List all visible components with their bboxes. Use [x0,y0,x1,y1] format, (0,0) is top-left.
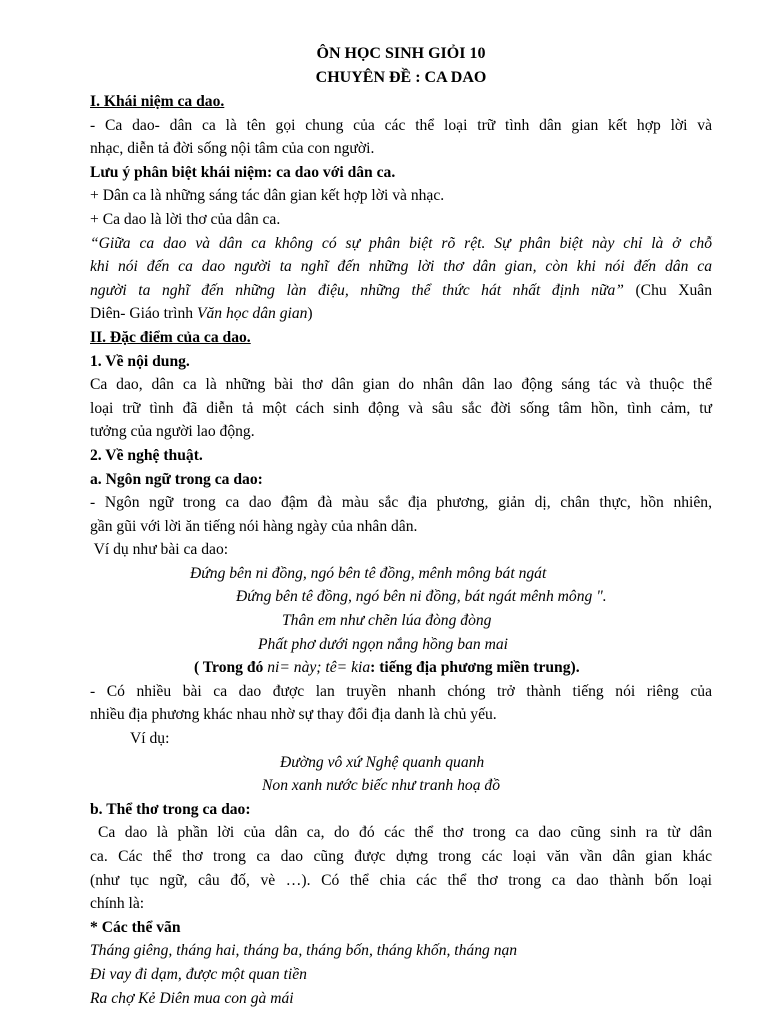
poem-note-words: ni= này; tê= kia [267,659,371,677]
quote-source [90,302,712,326]
poem-line: Phất phơ dưới ngọn nắng hồng ban mai [258,635,508,653]
van-heading: * Các thể vãn [90,918,181,936]
quote-source-text: Diên- Giáo trình [90,305,197,323]
poetry-form-line: chính là: [90,895,145,913]
poem-note [90,656,712,680]
quote-line: “Giữa ca dao và dân ca không có sự phân biệt rõ rệt. Sự phân biệt này chỉ là ở chỗ [90,234,712,252]
content-line: loại trữ tình đã diễn tả một cách sinh động và sâu sắc đời sống tâm hồn, tình cảm, tư [90,399,712,417]
definition-line: nhạc, diễn tả đời sống nội tâm của con người. [90,140,375,158]
language-line: - Ngôn ngữ trong ca dao đậm đà màu sắc địa phương, giản dị, chân thực, hồn nhiên, [90,494,712,512]
document-page [90,42,712,1010]
poetry-form-line: (như tục ngữ, câu đố, vè …). Có thể chia các thể thơ trong ca dao thành bốn loại [90,871,712,889]
art-heading: 2. Về nghệ thuật. [90,446,203,464]
definition-line: - Ca dao- dân ca là tên gọi chung của các thể loại trữ tình dân gian kết hợp lời và [90,116,712,134]
quote-line: khi nói đến ca dao người ta nghĩ đến những lời thơ dân gian, còn khi nói đến dân ca [90,258,712,276]
content-line: tưởng của người lao động. [90,423,255,441]
poem-line: Đứng bên ni đồng, ngó bên tê đồng, mênh mông bát ngát [190,564,547,582]
poem-line: Đường vô xứ Nghệ quanh quanh [280,753,485,771]
document-subtitle: CHUYÊN ĐỀ : CA DAO [315,69,487,86]
poem-note-close: : tiếng địa phương miền trung). [370,659,580,677]
language-heading: a. Ngôn ngữ trong ca dao: [90,470,263,488]
quote-line [90,279,712,303]
note-item: + Ca dao là lời thơ của dân ca. [90,210,281,228]
poem-line: Tháng giêng, tháng hai, tháng ba, tháng bốn, tháng khốn, tháng nạn [90,942,518,960]
language-line: - Có nhiều bài ca dao được lan truyền nhanh chóng trở thành tiếng nói riêng của [90,682,712,700]
poetry-form-line: Ca dao là phần lời của dân ca, do đó các thể thơ trong ca dao cũng sinh ra từ dân [98,824,712,842]
poem-line: Ra chợ Kẻ Diên mua con gà mái [90,989,294,1007]
content-line: Ca dao, dân ca là những bài thơ dân gian do nhân dân lao động sáng tác và thuộc thể [90,376,712,394]
quote-source-book: Văn học dân gian [196,305,308,323]
poem-line: Đi vay đi dạm, được một quan tiền [90,965,307,983]
language-line: nhiều địa phương khác nhau nhờ sự thay đổi địa danh là chủ yếu. [90,706,497,724]
example-label: Ví dụ: [130,730,170,748]
poem-line: Non xanh nước biếc như tranh hoạ đồ [262,777,500,795]
quote-author: (Chu Xuân [623,281,712,299]
section1-heading: I. Khái niệm ca dao. [90,93,225,110]
poem-line: Thân em như chẽn lúa đòng đòng [282,612,492,630]
content-heading: 1. Về nội dung. [90,352,190,370]
quote-source-end: ) [307,305,313,323]
language-line: gần gũi với lời ăn tiếng nói hàng ngày của nhân dân. [90,517,418,535]
quote-text: người ta nghĩ đến những làn điệu, những thể thức hát nhất định nữa” [90,281,624,299]
example-label: Ví dụ như bài ca dao: [90,541,229,559]
note-heading: Lưu ý phân biệt khái niệm: ca dao với dân ca. [90,163,396,181]
note-item: + Dân ca là những sáng tác dân gian kết hợp lời và nhạc. [90,187,445,205]
poetry-form-line: ca. Các thể thơ trong ca dao cũng được dựng trong các loại văn vần dân gian khác [90,848,712,865]
document-title: ÔN HỌC SINH GIỎI 10 [316,45,486,62]
section2-heading: II. Đặc điểm của ca dao. [90,328,251,346]
poem-line: Đứng bên tê đồng, ngó bên ni đồng, bát ngát mênh mông ". [236,588,607,606]
poem-note-open: ( Trong đó [194,659,268,677]
poetry-form-heading: b. Thể thơ trong ca dao: [90,800,251,818]
